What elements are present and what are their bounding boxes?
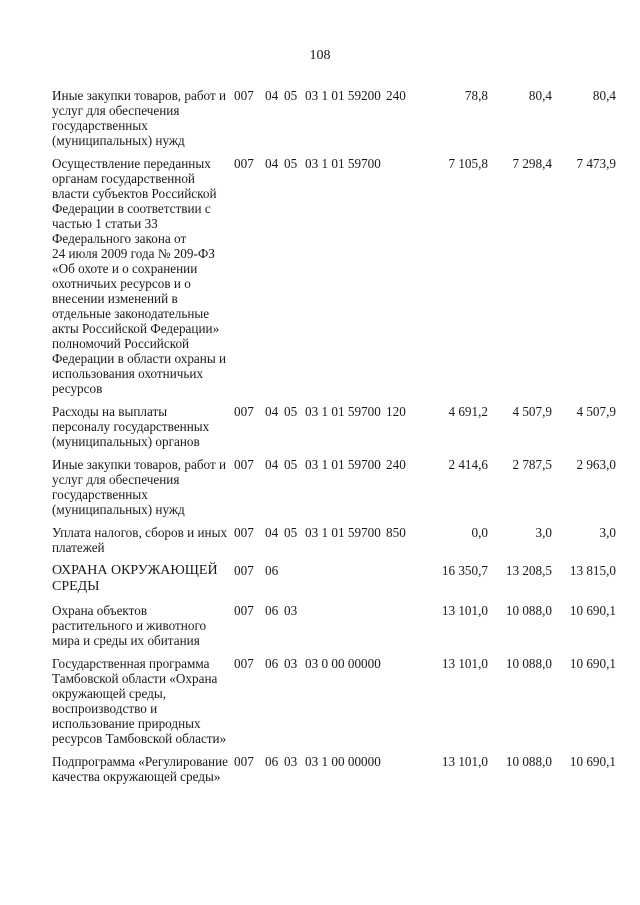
code-article: 03 1 01 59700 bbox=[305, 525, 381, 540]
table-row bbox=[52, 525, 616, 563]
code-admin: 007 bbox=[234, 88, 254, 103]
row-code-cell bbox=[234, 88, 424, 156]
row-code-cell bbox=[234, 156, 424, 404]
value-year-1: 13 101,0 bbox=[441, 656, 488, 671]
code-section: 04 bbox=[265, 404, 279, 419]
page-number: 108 bbox=[309, 48, 331, 63]
row-name: Подпрограмма «Регулирование качества окружающей среды» bbox=[52, 754, 229, 784]
row-name: ОХРАНА ОКРУЖАЮЩЕЙ СРЕДЫ bbox=[52, 563, 218, 594]
code-section: 04 bbox=[265, 156, 279, 171]
table-row bbox=[52, 754, 616, 792]
code-expense-type: 240 bbox=[386, 88, 406, 103]
value-year-1: 4 691,2 bbox=[448, 404, 488, 419]
value-year-1: 7 105,8 bbox=[448, 156, 488, 171]
row-name-cell bbox=[52, 525, 234, 563]
table-row-section bbox=[52, 563, 616, 603]
value-year-1: 2 414,6 bbox=[448, 457, 488, 472]
row-code-cell bbox=[234, 404, 424, 457]
row-name: Иные закупки товаров, работ и услуг для обеспечения государственных (муниципальных) нужд bbox=[52, 88, 227, 148]
row-name: Охрана объектов растительного и животного мира и среды их обитания bbox=[52, 603, 207, 648]
value-year-3: 13 815,0 bbox=[569, 563, 616, 578]
row-code-cell bbox=[234, 525, 424, 563]
code-section: 04 bbox=[265, 457, 279, 472]
row-name-cell bbox=[52, 156, 234, 404]
code-section: 04 bbox=[265, 525, 279, 540]
code-admin: 007 bbox=[234, 525, 254, 540]
row-code-cell bbox=[234, 603, 424, 656]
row-name-cell bbox=[52, 754, 234, 792]
code-section: 06 bbox=[265, 563, 279, 578]
row-code-cell bbox=[234, 457, 424, 525]
row-code-cell bbox=[234, 754, 424, 792]
table-row bbox=[52, 404, 616, 457]
table-row bbox=[52, 88, 616, 156]
row-name-cell bbox=[52, 603, 234, 656]
code-expense-type: 240 bbox=[386, 457, 406, 472]
row-name: Государственная программа Тамбовской области «Охрана окружающей среды, воспроизводство и использование природных ресурсов Тамбовской области» bbox=[52, 656, 227, 746]
code-section: 06 bbox=[265, 754, 279, 769]
code-section: 06 bbox=[265, 656, 279, 671]
table-row bbox=[52, 156, 616, 404]
budget-table bbox=[52, 88, 616, 792]
code-admin: 007 bbox=[234, 404, 254, 419]
value-year-3: 7 473,9 bbox=[576, 156, 616, 171]
code-subsection: 05 bbox=[284, 457, 298, 472]
code-admin: 007 bbox=[234, 754, 254, 769]
value-year-3: 80,4 bbox=[592, 88, 616, 103]
value-year-3: 10 690,1 bbox=[569, 603, 616, 618]
value-year-3: 10 690,1 bbox=[569, 656, 616, 671]
row-name: Осуществление переданных органам государственной власти субъектов Российской Федерации в соответствии с частью 1 статьи 33 Федерального закона от 24 июля 2009 года № 209-ФЗ «Об охоте и о сохранении охотничьих ресурсов и о внесении изменений в отдельные законодательные акты Российской Федерации» полномочий Российской Федерации в области охраны и использования охотничьих ресурсов bbox=[52, 156, 227, 396]
value-year-2: 3,0 bbox=[535, 525, 552, 540]
code-article: 03 1 01 59700 bbox=[305, 404, 381, 419]
row-name-cell bbox=[52, 656, 234, 754]
code-subsection: 05 bbox=[284, 88, 298, 103]
code-subsection: 03 bbox=[284, 656, 298, 671]
value-year-2: 80,4 bbox=[528, 88, 552, 103]
value-year-1: 13 101,0 bbox=[441, 754, 488, 769]
code-subsection: 05 bbox=[284, 525, 298, 540]
value-year-1: 78,8 bbox=[464, 88, 488, 103]
code-subsection: 05 bbox=[284, 156, 298, 171]
code-subsection: 05 bbox=[284, 404, 298, 419]
value-year-3: 2 963,0 bbox=[576, 457, 616, 472]
table-row bbox=[52, 457, 616, 525]
code-article: 03 1 00 00000 bbox=[305, 754, 381, 769]
row-name-cell bbox=[52, 457, 234, 525]
row-name-cell bbox=[52, 404, 234, 457]
value-year-2: 7 298,4 bbox=[512, 156, 552, 171]
code-section: 04 bbox=[265, 88, 279, 103]
value-year-2: 10 088,0 bbox=[505, 603, 552, 618]
value-year-3: 3,0 bbox=[599, 525, 616, 540]
code-subsection: 03 bbox=[284, 754, 298, 769]
table-row bbox=[52, 656, 616, 754]
code-admin: 007 bbox=[234, 563, 254, 578]
code-expense-type: 120 bbox=[386, 404, 406, 419]
code-article: 03 1 01 59200 bbox=[305, 88, 381, 103]
code-article: 03 1 01 59700 bbox=[305, 457, 381, 472]
code-article: 03 1 01 59700 bbox=[305, 156, 381, 171]
row-name-cell bbox=[52, 88, 234, 156]
value-year-1: 16 350,7 bbox=[441, 563, 488, 578]
row-code-cell bbox=[234, 656, 424, 754]
table-row bbox=[52, 603, 616, 656]
code-admin: 007 bbox=[234, 156, 254, 171]
row-code-cell bbox=[234, 563, 424, 603]
code-article: 03 0 00 00000 bbox=[305, 656, 381, 671]
code-section: 06 bbox=[265, 603, 279, 618]
value-year-2: 10 088,0 bbox=[505, 656, 552, 671]
code-subsection: 03 bbox=[284, 603, 298, 618]
value-year-3: 10 690,1 bbox=[569, 754, 616, 769]
row-name: Уплата налогов, сборов и иных платежей bbox=[52, 525, 228, 555]
row-name-cell bbox=[52, 563, 234, 603]
value-year-2: 4 507,9 bbox=[512, 404, 552, 419]
code-admin: 007 bbox=[234, 603, 254, 618]
value-year-3: 4 507,9 bbox=[576, 404, 616, 419]
value-year-1: 13 101,0 bbox=[441, 603, 488, 618]
row-name: Иные закупки товаров, работ и услуг для обеспечения государственных (муниципальных) нужд bbox=[52, 457, 227, 517]
value-year-2: 2 787,5 bbox=[512, 457, 552, 472]
code-expense-type: 850 bbox=[386, 525, 406, 540]
row-name: Расходы на выплаты персоналу государственных (муниципальных) органов bbox=[52, 404, 210, 449]
value-year-2: 13 208,5 bbox=[505, 563, 552, 578]
code-admin: 007 bbox=[234, 457, 254, 472]
value-year-1: 0,0 bbox=[471, 525, 488, 540]
value-year-2: 10 088,0 bbox=[505, 754, 552, 769]
code-admin: 007 bbox=[234, 656, 254, 671]
